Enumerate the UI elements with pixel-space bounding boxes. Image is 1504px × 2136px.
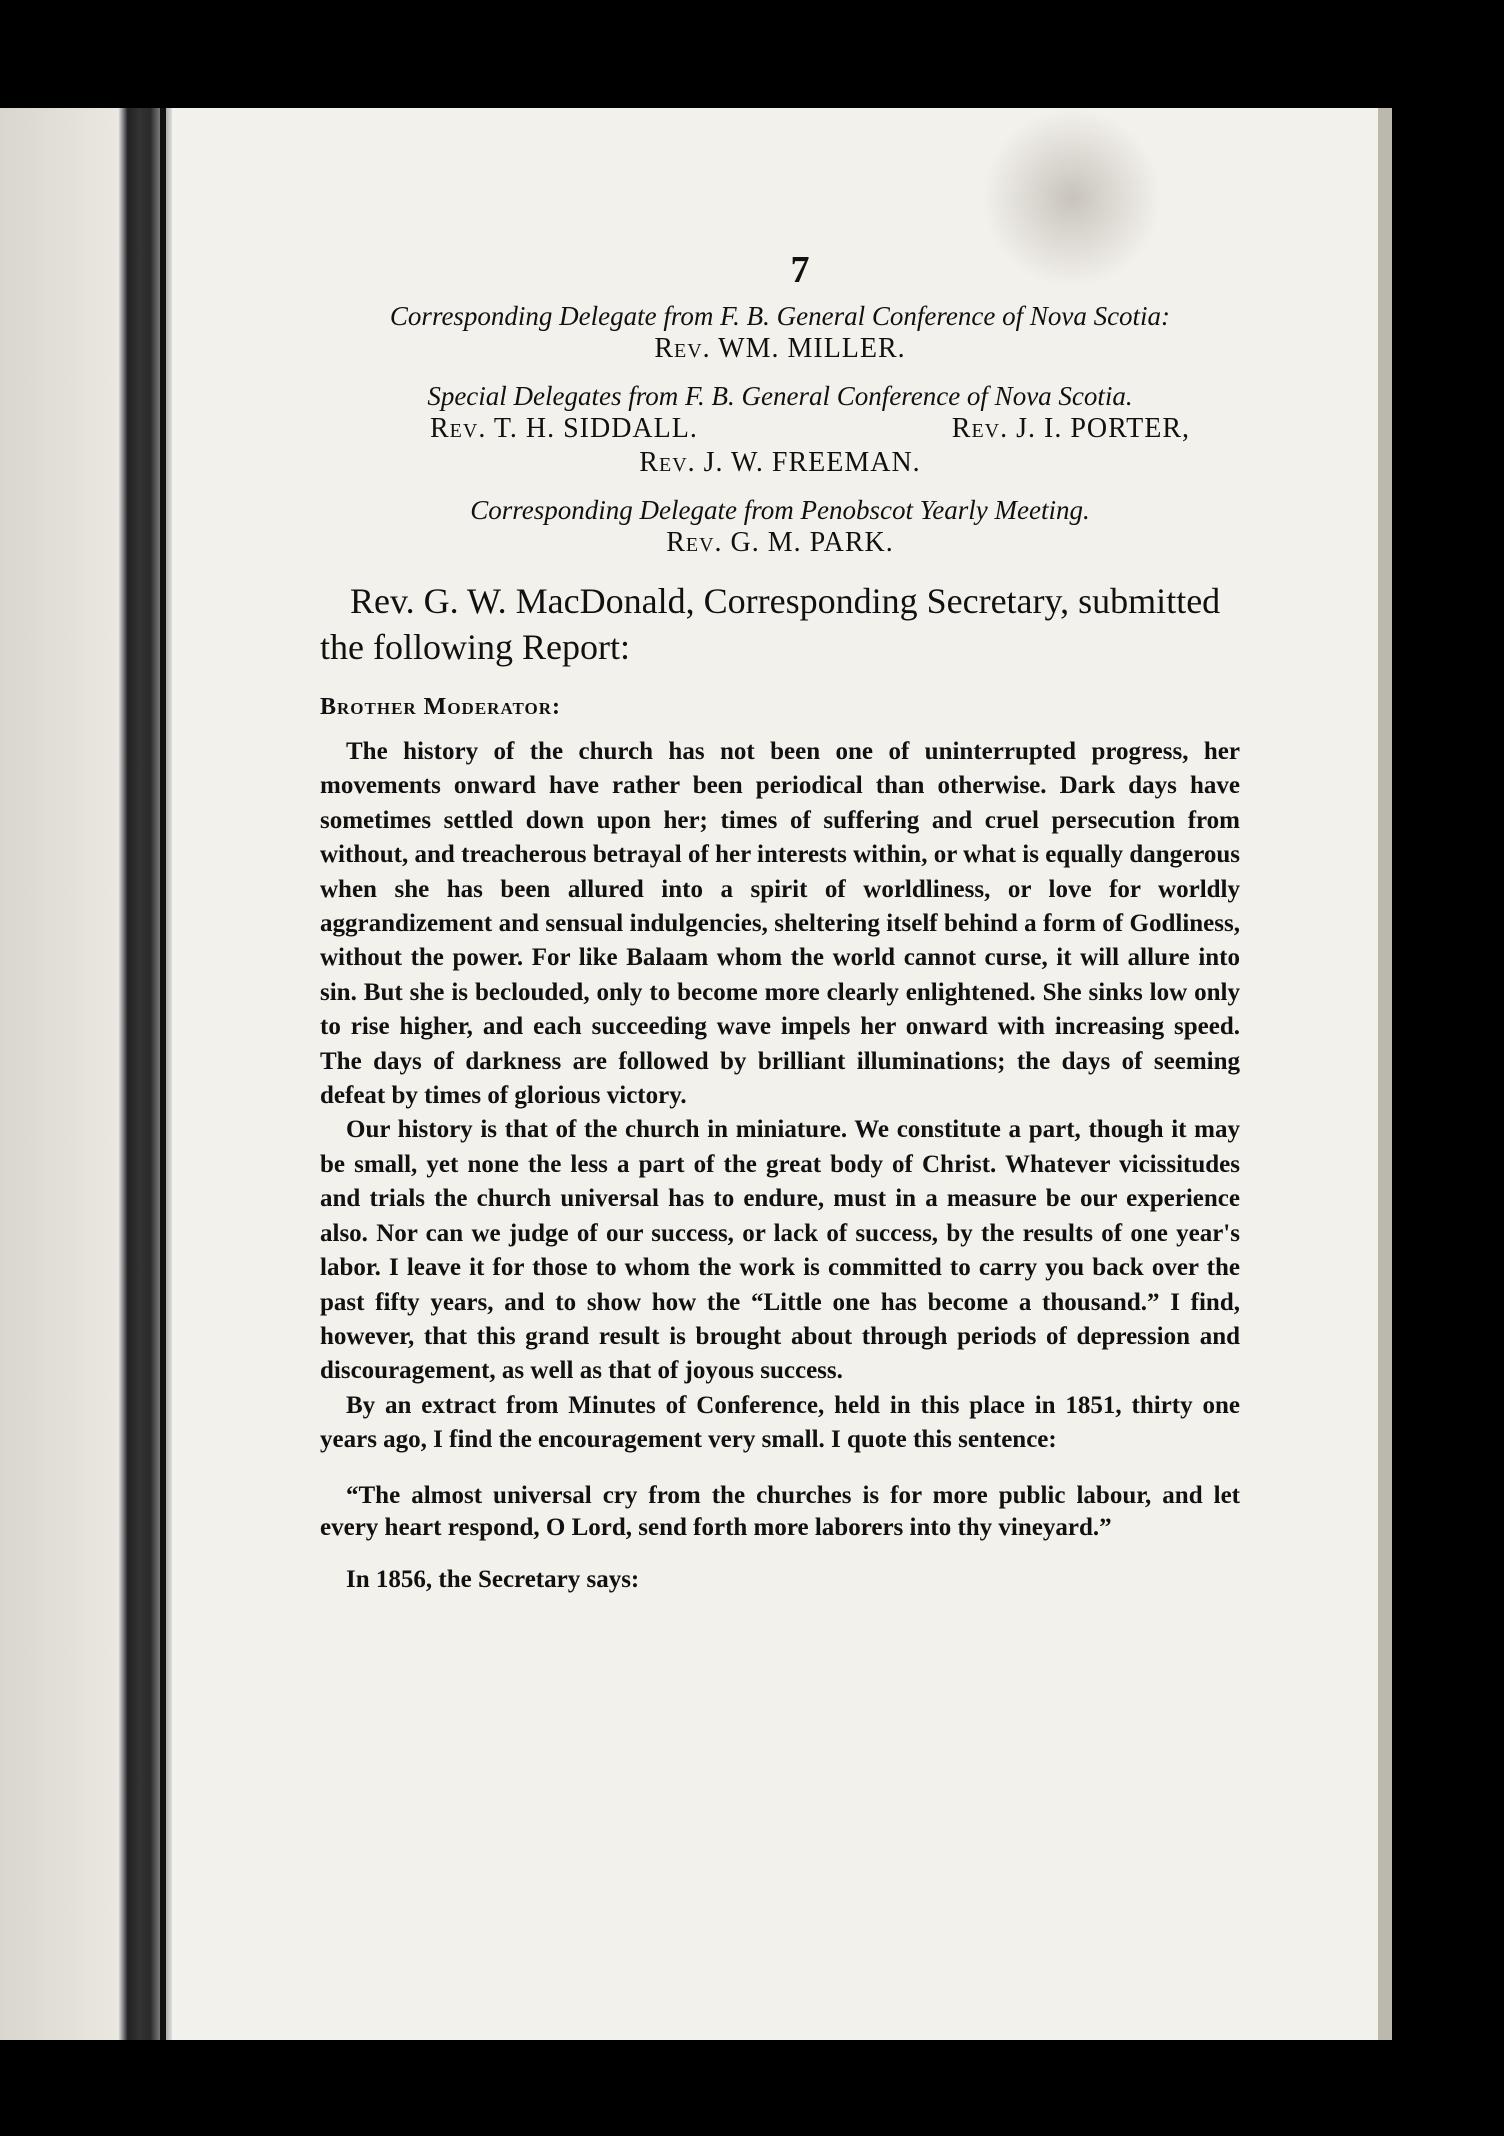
delegate-heading: Special Delegates from F. B. General Conference of Nova Scotia. [427,381,1133,411]
delegate-name-row [320,412,1240,446]
report-paragraph: By an extract from Minutes of Conference, held in this place in 1851, thirty one years ago, I find the encouragement very small. I quote this sentence: [320,1391,1240,1454]
delegate-block-2 [320,380,1240,480]
page-content [320,248,1240,1594]
delegate-name: Rev. WM. MILLER. [654,333,906,364]
delegate-name: Rev. J. I. PORTER, [951,413,1190,444]
document-page [0,108,1392,2040]
page-right-edge [1378,108,1392,2040]
delegate-heading: Corresponding Delegate from F. B. General Conference of Nova Scotia: [389,301,1171,331]
binding-line [160,108,166,2040]
report-intro: Rev. G. W. MacDonald, Corresponding Secretary, submitted the following Report: [320,581,1221,667]
delegate-block-1 [320,300,1240,366]
report-closing-line: In 1856, the Secretary says: [346,1565,640,1593]
page-left-margin [0,108,120,2040]
delegate-name: Rev. T. H. SIDDALL. [430,413,698,444]
report-paragraph: Our history is that of the church in miniature. We constitute a part, though it may be small, yet none the less a part of the great body of Christ. Whatever vicissitudes and trials the church universal has to endure, must in a measure be our experience also. Nor can we judge of our success, or lack of success, by the results of one year's labor. I leave it for those to whom the work is committed to carry you back over the past fifty years, and to show how the “Little one has become a thousand.” I find, however, that this grand result is brought about through periods of depression and discouragement, as well as that of joyous success. [320,1116,1240,1385]
delegate-heading: Corresponding Delegate from Penobscot Yearly Meeting. [470,495,1090,525]
delegate-block-3 [320,494,1240,560]
delegate-name: Rev. J. W. FREEMAN. [639,447,921,478]
report-address: Brother Moderator: [320,694,561,720]
delegate-name: Rev. G. M. PARK. [666,527,894,558]
report-paragraph: The history of the church has not been one of uninterrupted progress, her movements onward have rather been periodical than otherwise. Dark days have sometimes settled down upon her; times of suffering and cruel persecution from without, and treacherous betrayal of her interests within, or what is equally dangerous when she has been allured into a spirit of worldliness, or love for worldly aggrandizement and sensual indulgencies, sheltering itself behind a form of Godliness, without the power. For like Balaam whom the world cannot curse, it will allure into sin. But she is beclouded, only to become more clearly enlightened. She sinks low only to rise higher, and each succeeding wave impels her onward with increasing speed. The days of darkness are followed by brilliant illuminations; the days of seeming defeat by times of glorious victory. [320,738,1240,1110]
page-number: 7 [790,249,810,291]
quoted-passage: “The almost universal cry from the churches is for more public labour, and let every heart respond, O Lord, send forth more laborers into thy vineyard.” [320,1481,1240,1541]
